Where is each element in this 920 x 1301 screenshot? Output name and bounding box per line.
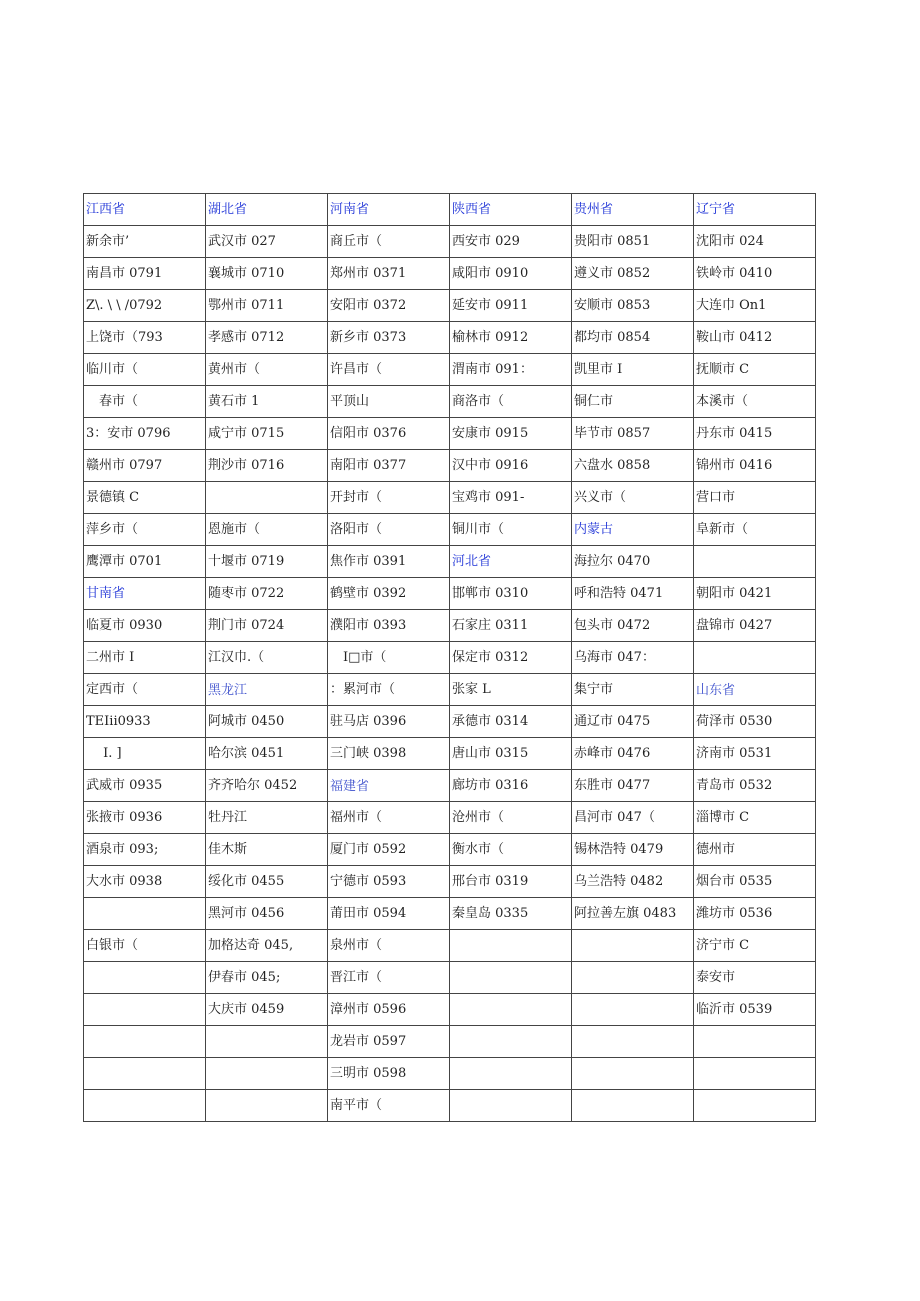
city-cell: 鞍山市 0412 bbox=[694, 322, 816, 354]
city-cell: 赣州市 0797 bbox=[84, 450, 206, 482]
city-cell: 泉州市（ bbox=[328, 930, 450, 962]
province-header: 江西省 bbox=[84, 194, 206, 226]
city-cell: 大水市 0938 bbox=[84, 866, 206, 898]
city-cell: 白银市（ bbox=[84, 930, 206, 962]
city-cell: 通辽市 0475 bbox=[572, 706, 694, 738]
table-row bbox=[84, 194, 816, 226]
city-cell: 延安市 0911 bbox=[450, 290, 572, 322]
city-cell bbox=[694, 1026, 816, 1058]
city-cell: 大连巾 On1 bbox=[694, 290, 816, 322]
city-cell: 焦作市 0391 bbox=[328, 546, 450, 578]
city-cell: 黄石市 1 bbox=[206, 386, 328, 418]
city-cell bbox=[450, 1026, 572, 1058]
city-cell: 阜新市（ bbox=[694, 514, 816, 546]
province-header: 内蒙古 bbox=[572, 514, 694, 546]
table-row bbox=[84, 834, 816, 866]
province-header: 河北省 bbox=[450, 546, 572, 578]
city-cell: 十堰市 0719 bbox=[206, 546, 328, 578]
city-cell: 佳木斯 bbox=[206, 834, 328, 866]
table-row bbox=[84, 706, 816, 738]
city-cell: 贵阳市 0851 bbox=[572, 226, 694, 258]
city-cell: 鹤壁市 0392 bbox=[328, 578, 450, 610]
table-row bbox=[84, 898, 816, 930]
city-cell bbox=[450, 1058, 572, 1090]
city-cell: 随枣市 0722 bbox=[206, 578, 328, 610]
city-cell: 安阳市 0372 bbox=[328, 290, 450, 322]
city-cell: 伊春市 045; bbox=[206, 962, 328, 994]
city-cell: 驻马店 0396 bbox=[328, 706, 450, 738]
table-row bbox=[84, 866, 816, 898]
city-cell: 榆林市 0912 bbox=[450, 322, 572, 354]
city-cell bbox=[694, 546, 816, 578]
city-cell bbox=[694, 1090, 816, 1122]
table-row bbox=[84, 546, 816, 578]
city-cell: 盘锦市 0427 bbox=[694, 610, 816, 642]
city-cell: 上饶市（793 bbox=[84, 322, 206, 354]
table-row bbox=[84, 674, 816, 706]
table-row bbox=[84, 418, 816, 450]
city-cell: 南阳市 0377 bbox=[328, 450, 450, 482]
city-cell bbox=[206, 1026, 328, 1058]
city-cell: 临川市（ bbox=[84, 354, 206, 386]
city-cell: 武汉市 027 bbox=[206, 226, 328, 258]
city-cell: 商丘市（ bbox=[328, 226, 450, 258]
city-cell bbox=[206, 1058, 328, 1090]
city-cell bbox=[694, 1058, 816, 1090]
city-cell: 鄂州市 0711 bbox=[206, 290, 328, 322]
city-cell: 廊坊市 0316 bbox=[450, 770, 572, 802]
city-cell: 新乡市 0373 bbox=[328, 322, 450, 354]
table-row bbox=[84, 1026, 816, 1058]
city-cell: Z\. \ \ /0792 bbox=[84, 290, 206, 322]
city-cell bbox=[450, 1090, 572, 1122]
city-cell: 洛阳市（ bbox=[328, 514, 450, 546]
table-row bbox=[84, 258, 816, 290]
city-cell: 荆沙市 0716 bbox=[206, 450, 328, 482]
table-row bbox=[84, 994, 816, 1026]
city-cell: 咸宁市 0715 bbox=[206, 418, 328, 450]
city-cell: 青岛市 0532 bbox=[694, 770, 816, 802]
city-cell: 孝感市 0712 bbox=[206, 322, 328, 354]
city-cell: 厦门市 0592 bbox=[328, 834, 450, 866]
city-cell: 景德镇 C bbox=[84, 482, 206, 514]
city-cell: I□市（ bbox=[328, 642, 450, 674]
city-cell: 都均市 0854 bbox=[572, 322, 694, 354]
city-cell bbox=[84, 962, 206, 994]
city-cell: 邢台市 0319 bbox=[450, 866, 572, 898]
city-cell: 信阳市 0376 bbox=[328, 418, 450, 450]
city-cell: 秦皇岛 0335 bbox=[450, 898, 572, 930]
city-cell bbox=[206, 1090, 328, 1122]
city-cell: 恩施市（ bbox=[206, 514, 328, 546]
city-cell: 南昌市 0791 bbox=[84, 258, 206, 290]
city-cell: 锦州市 0416 bbox=[694, 450, 816, 482]
city-cell: 铁岭市 0410 bbox=[694, 258, 816, 290]
city-cell bbox=[84, 1090, 206, 1122]
city-cell: 晋江市（ bbox=[328, 962, 450, 994]
city-cell: 衡水市（ bbox=[450, 834, 572, 866]
city-cell: 锡林浩特 0479 bbox=[572, 834, 694, 866]
city-cell: 东胜市 0477 bbox=[572, 770, 694, 802]
table-row bbox=[84, 770, 816, 802]
city-cell: 春市（ bbox=[84, 386, 206, 418]
city-cell: 烟台市 0535 bbox=[694, 866, 816, 898]
city-cell: 荷泽市 0530 bbox=[694, 706, 816, 738]
city-cell: 临沂市 0539 bbox=[694, 994, 816, 1026]
city-cell: 济宁市 C bbox=[694, 930, 816, 962]
city-cell: 济南市 0531 bbox=[694, 738, 816, 770]
city-cell: 朝阳市 0421 bbox=[694, 578, 816, 610]
city-cell: 营口市 bbox=[694, 482, 816, 514]
city-cell: 定西市（ bbox=[84, 674, 206, 706]
city-cell: 抚顺市 C bbox=[694, 354, 816, 386]
city-cell: 安康市 0915 bbox=[450, 418, 572, 450]
city-cell: 酒泉市 093; bbox=[84, 834, 206, 866]
city-cell: 石家庄 0311 bbox=[450, 610, 572, 642]
city-cell: 牡丹江 bbox=[206, 802, 328, 834]
city-cell: 3：安市 0796 bbox=[84, 418, 206, 450]
city-cell: 三门峡 0398 bbox=[328, 738, 450, 770]
city-cell bbox=[450, 994, 572, 1026]
city-cell: 武威市 0935 bbox=[84, 770, 206, 802]
city-cell: 集宁市 bbox=[572, 674, 694, 706]
city-cell: 江汉巾.（ bbox=[206, 642, 328, 674]
table-row bbox=[84, 1058, 816, 1090]
city-cell: 德州市 bbox=[694, 834, 816, 866]
city-cell: 潍坊市 0536 bbox=[694, 898, 816, 930]
city-cell bbox=[572, 962, 694, 994]
city-cell: 萍乡市（ bbox=[84, 514, 206, 546]
table-row bbox=[84, 290, 816, 322]
table-row bbox=[84, 610, 816, 642]
area-code-table bbox=[83, 193, 816, 1122]
city-cell: 南平市（ bbox=[328, 1090, 450, 1122]
city-cell: 许昌市（ bbox=[328, 354, 450, 386]
province-header: 黑龙江 bbox=[206, 674, 328, 706]
city-cell bbox=[206, 482, 328, 514]
city-cell bbox=[450, 930, 572, 962]
city-cell: 包头市 0472 bbox=[572, 610, 694, 642]
city-cell bbox=[572, 1026, 694, 1058]
table-row bbox=[84, 386, 816, 418]
city-cell: 邯郸市 0310 bbox=[450, 578, 572, 610]
city-cell: 海拉尔 0470 bbox=[572, 546, 694, 578]
city-cell: 渭南市 091： bbox=[450, 354, 572, 386]
city-cell: 襄城市 0710 bbox=[206, 258, 328, 290]
city-cell: 本溪市（ bbox=[694, 386, 816, 418]
city-cell: 遵义市 0852 bbox=[572, 258, 694, 290]
city-cell: 保定市 0312 bbox=[450, 642, 572, 674]
province-header: 贵州省 bbox=[572, 194, 694, 226]
table-row bbox=[84, 802, 816, 834]
city-cell: I. ] bbox=[84, 738, 206, 770]
city-cell: 唐山市 0315 bbox=[450, 738, 572, 770]
city-cell: 泰安市 bbox=[694, 962, 816, 994]
city-cell: 商洛市（ bbox=[450, 386, 572, 418]
city-cell bbox=[694, 642, 816, 674]
city-cell: 龙岩市 0597 bbox=[328, 1026, 450, 1058]
city-cell: 莆田市 0594 bbox=[328, 898, 450, 930]
province-header: 福建省 bbox=[328, 770, 450, 802]
city-cell: 呼和浩特 0471 bbox=[572, 578, 694, 610]
city-cell bbox=[572, 1058, 694, 1090]
city-cell: 三明市 0598 bbox=[328, 1058, 450, 1090]
city-cell: 哈尔滨 0451 bbox=[206, 738, 328, 770]
city-cell: 黄州市（ bbox=[206, 354, 328, 386]
city-cell bbox=[572, 994, 694, 1026]
table-row bbox=[84, 354, 816, 386]
table-row bbox=[84, 482, 816, 514]
city-cell: 临夏市 0930 bbox=[84, 610, 206, 642]
city-cell: 荆门市 0724 bbox=[206, 610, 328, 642]
city-cell: 铜仁市 bbox=[572, 386, 694, 418]
city-cell: 大庆市 0459 bbox=[206, 994, 328, 1026]
city-cell: 沧州市（ bbox=[450, 802, 572, 834]
province-header: 山东省 bbox=[694, 674, 816, 706]
city-cell: 汉中市 0916 bbox=[450, 450, 572, 482]
city-cell: 阿城市 0450 bbox=[206, 706, 328, 738]
city-cell: 绥化市 0455 bbox=[206, 866, 328, 898]
city-cell: 安顺市 0853 bbox=[572, 290, 694, 322]
province-header: 河南省 bbox=[328, 194, 450, 226]
table-row bbox=[84, 450, 816, 482]
table-row bbox=[84, 738, 816, 770]
city-cell bbox=[450, 962, 572, 994]
province-header: 辽宁省 bbox=[694, 194, 816, 226]
city-cell: 黑河市 0456 bbox=[206, 898, 328, 930]
province-header: 甘南省 bbox=[84, 578, 206, 610]
city-cell: 承德市 0314 bbox=[450, 706, 572, 738]
province-header: 陕西省 bbox=[450, 194, 572, 226]
city-cell: 漳州市 0596 bbox=[328, 994, 450, 1026]
city-cell: 濮阳市 0393 bbox=[328, 610, 450, 642]
city-cell: 开封市（ bbox=[328, 482, 450, 514]
city-cell bbox=[84, 898, 206, 930]
table-row bbox=[84, 930, 816, 962]
table-row bbox=[84, 962, 816, 994]
city-cell bbox=[572, 930, 694, 962]
city-cell: 凯里市 I bbox=[572, 354, 694, 386]
city-cell: 沈阳市 024 bbox=[694, 226, 816, 258]
city-cell: 兴义市（ bbox=[572, 482, 694, 514]
city-cell: 张掖市 0936 bbox=[84, 802, 206, 834]
city-cell: 宁德市 0593 bbox=[328, 866, 450, 898]
city-cell: 乌海市 047： bbox=[572, 642, 694, 674]
city-cell: 郑州市 0371 bbox=[328, 258, 450, 290]
city-cell: ：累河市（ bbox=[328, 674, 450, 706]
city-cell: 咸阳市 0910 bbox=[450, 258, 572, 290]
city-cell: 阿拉善左旗 0483 bbox=[572, 898, 694, 930]
city-cell bbox=[572, 1090, 694, 1122]
city-cell: 西安市 029 bbox=[450, 226, 572, 258]
city-cell bbox=[84, 1026, 206, 1058]
city-cell: TEIii0933 bbox=[84, 706, 206, 738]
city-cell: 淄博市 C bbox=[694, 802, 816, 834]
city-cell: 二州市 I bbox=[84, 642, 206, 674]
city-cell: 六盘水 0858 bbox=[572, 450, 694, 482]
city-cell: 乌兰浩特 0482 bbox=[572, 866, 694, 898]
city-cell: 赤峰市 0476 bbox=[572, 738, 694, 770]
city-cell: 齐齐哈尔 0452 bbox=[206, 770, 328, 802]
city-cell: 新余市’ bbox=[84, 226, 206, 258]
table-row bbox=[84, 514, 816, 546]
city-cell: 鹰潭市 0701 bbox=[84, 546, 206, 578]
city-cell: 铜川市（ bbox=[450, 514, 572, 546]
city-cell: 平顶山 bbox=[328, 386, 450, 418]
city-cell: 宝鸡市 091- bbox=[450, 482, 572, 514]
table-row bbox=[84, 1090, 816, 1122]
city-cell: 丹东市 0415 bbox=[694, 418, 816, 450]
city-cell: 福州市（ bbox=[328, 802, 450, 834]
city-cell bbox=[84, 994, 206, 1026]
table-row bbox=[84, 226, 816, 258]
city-cell: 加格达奇 045, bbox=[206, 930, 328, 962]
table-row bbox=[84, 322, 816, 354]
city-cell: 张家 L bbox=[450, 674, 572, 706]
table-row bbox=[84, 642, 816, 674]
table-row bbox=[84, 578, 816, 610]
city-cell: 毕节市 0857 bbox=[572, 418, 694, 450]
city-cell: 昌河市 047（ bbox=[572, 802, 694, 834]
province-header: 湖北省 bbox=[206, 194, 328, 226]
city-cell bbox=[84, 1058, 206, 1090]
